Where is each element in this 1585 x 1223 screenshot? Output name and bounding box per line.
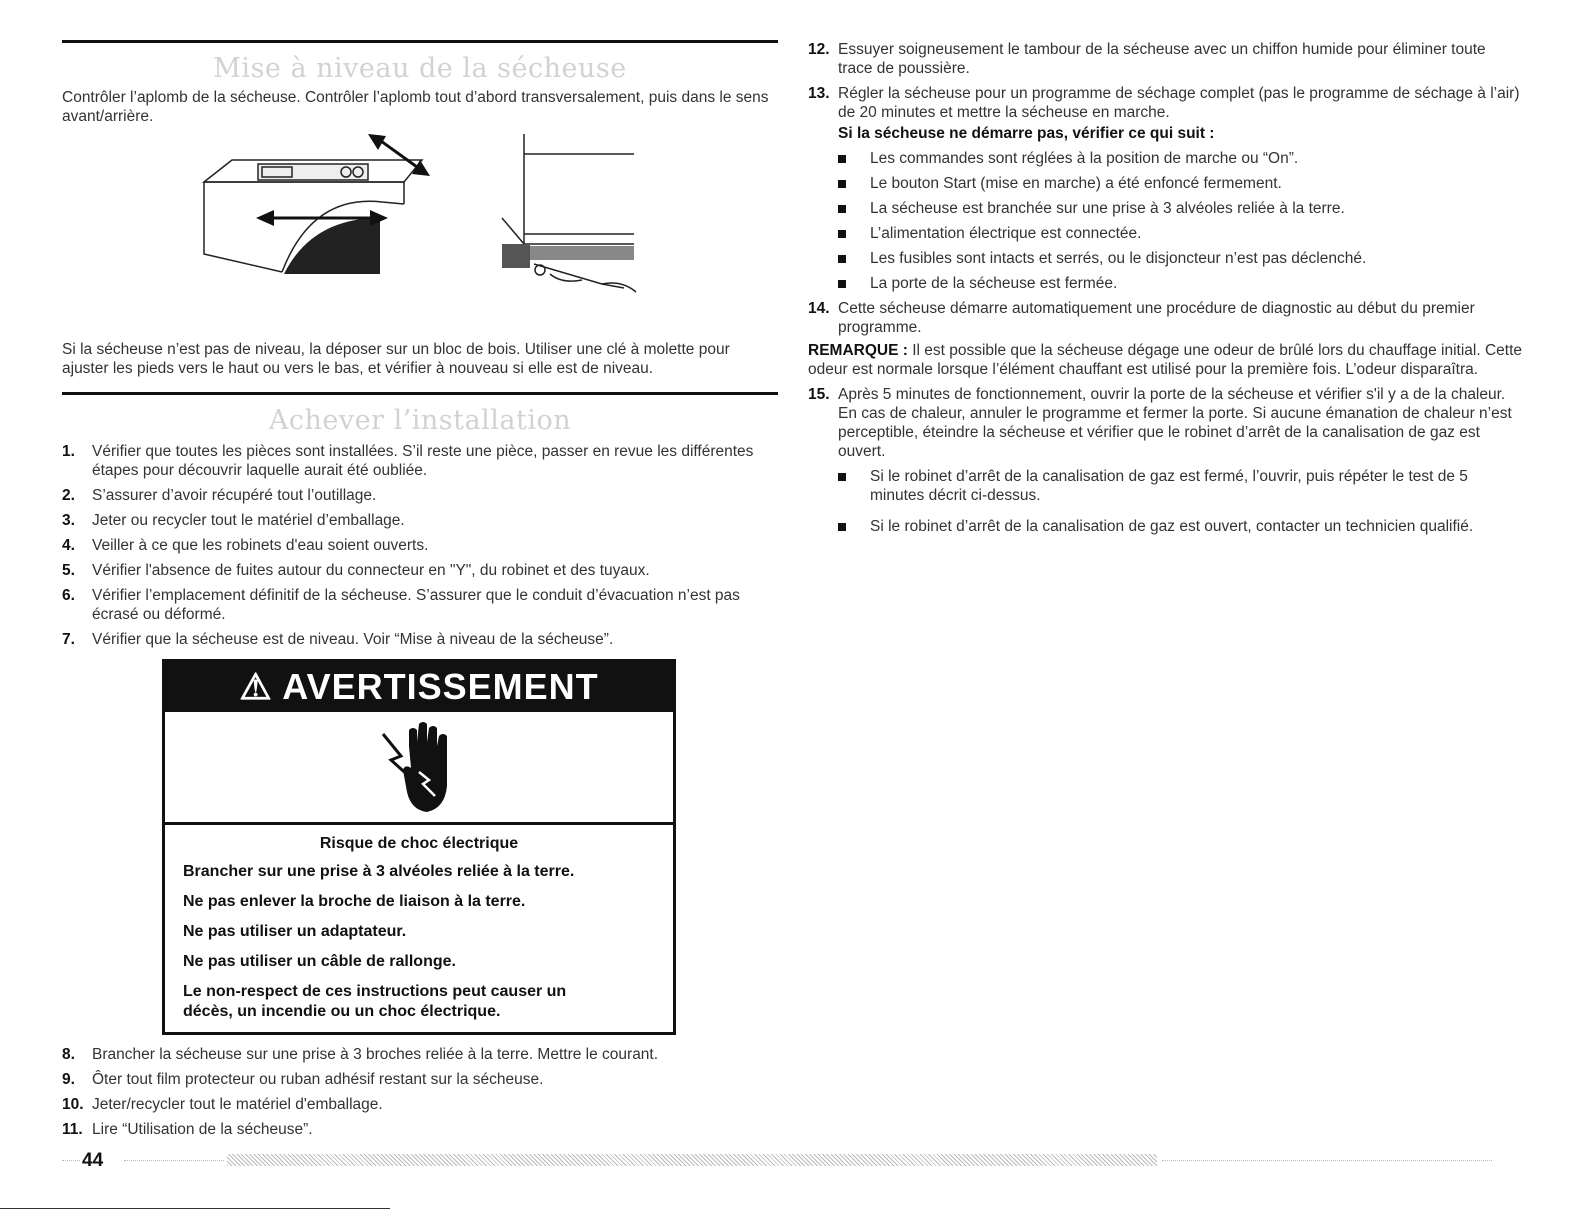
warning-line: Ne pas utiliser un câble de rallonge.: [183, 953, 456, 970]
section-title-leveling: Mise à niveau de la sécheuse: [213, 53, 627, 84]
list-item: 14. Cette sécheuse démarre automatiquement une procédure de diagnostic au début du premier programme.: [808, 300, 1475, 336]
bullet-square-icon: [838, 205, 846, 213]
leveling-intro: Contrôler l’aplomb de la sécheuse. Contrôler l’aplomb tout d’abord transversalement, puis dans le sens avant/arrière.: [62, 89, 769, 125]
warning-title: Risque de choc électrique: [319, 835, 519, 852]
section-rule: [62, 40, 778, 43]
warning-body: [165, 825, 673, 1032]
leveling-figures: [62, 134, 778, 326]
check-heading: Si la sécheuse ne démarre pas, vérifier ce qui suit :: [838, 125, 1215, 142]
list-item: 10. Jeter/recycler tout le matériel d'emballage.: [62, 1096, 383, 1113]
bullet-square-icon: [838, 280, 846, 288]
warning-line: Brancher sur une prise à 3 alvéoles reliée à la terre.: [183, 863, 575, 880]
list-item: 11. Lire “Utilisation de la sécheuse”.: [62, 1121, 313, 1138]
list-item: 1. Vérifier que toutes les pièces sont installées. S’il reste une pièce, passer en revue les différentes étapes pour découvrir laquelle aurait été oubliée.: [62, 443, 754, 479]
left-column: [62, 40, 778, 1145]
warning-line: Ne pas enlever la broche de liaison à la terre.: [183, 893, 526, 910]
section-rule: [62, 392, 778, 395]
list-item: 9. Ôter tout film protecteur ou ruban adhésif restant sur la sécheuse.: [62, 1071, 544, 1088]
list-item: La porte de la sécheuse est fermée.: [838, 274, 1524, 293]
footer-dotted-line: [62, 1160, 80, 1161]
warning-line: Ne pas utiliser un adaptateur.: [183, 923, 407, 940]
page-number: 44: [82, 1150, 104, 1171]
list-item: Si le robinet d’arrêt de la canalisation de gaz est ouvert, contacter un technicien qualifié.: [838, 517, 1524, 536]
footer-hatch-bar: [227, 1154, 1157, 1166]
bullet-square-icon: [838, 523, 846, 531]
right-column: [808, 40, 1524, 542]
finish-steps-list-continued: [62, 1045, 778, 1139]
finish-steps-list: [62, 442, 778, 649]
warning-box: [162, 659, 676, 1035]
remark-label: REMARQUE :: [808, 342, 908, 359]
list-item: 2. S’assurer d’avoir récupéré tout l’outillage.: [62, 487, 377, 504]
list-item: 15. Après 5 minutes de fonctionnement, ouvrir la porte de la sécheuse et vérifier s'il y a de la chaleur. En cas de chaleur, annuler le programme et fermer la porte. Si aucune émanation de chaleur n’est perceptible, éteindre la sécheuse et vérifier que le robinet d’arrêt de la canalisation de gaz est ouvert.: [808, 386, 1512, 460]
bullet-square-icon: [838, 155, 846, 163]
bottom-rule: [0, 1208, 390, 1209]
page-footer: [62, 1150, 1492, 1170]
list-item: 12. Essuyer soigneusement le tambour de la sécheuse avec un chiffon humide pour éliminer toute trace de poussière.: [808, 41, 1486, 77]
list-item: 4. Veiller à ce que les robinets d'eau soient ouverts.: [62, 537, 429, 554]
list-item: 6. Vérifier l’emplacement définitif de la sécheuse. S’assurer que le conduit d’évacuation n’est pas écrasé ou déformé.: [62, 587, 740, 623]
gas-check-list: [808, 467, 1524, 536]
dryer-level-illustration: [62, 134, 778, 326]
warning-triangle-icon: ⚠: [239, 666, 273, 707]
bullet-square-icon: [838, 180, 846, 188]
steps-list-right: [808, 40, 1524, 122]
warning-icon-area: [165, 712, 673, 825]
list-item: Les fusibles sont intacts et serrés, ou le disjoncteur n’est pas déclenché.: [838, 249, 1524, 268]
warning-header: [165, 662, 673, 712]
list-item: 13. Régler la sécheuse pour un programme de séchage complet (pas le programme de séchage à l’air) de 20 minutes et mettre la sécheuse en marche.: [808, 85, 1520, 121]
list-item: 3. Jeter ou recycler tout le matériel d’emballage.: [62, 512, 405, 529]
list-item: 7. Vérifier que la sécheuse est de niveau. Voir “Mise à niveau de la sécheuse”.: [62, 631, 614, 648]
remark-text: Il est possible que la sécheuse dégage une odeur de brûlé lors du chauffage initial. Cette odeur est normale lorsque l’élément chauffant est utilisé pour la première fois. L’odeur disparaîtra.: [808, 342, 1523, 378]
step-15: [808, 385, 1524, 461]
bullet-square-icon: [838, 230, 846, 238]
list-item: Le bouton Start (mise en marche) a été enfoncé fermement.: [838, 174, 1524, 193]
footer-dotted-line: [124, 1160, 224, 1161]
remark: [808, 341, 1524, 379]
list-item: 5. Vérifier l'absence de fuites autour du connecteur en "Y", du robinet et des tuyaux.: [62, 562, 650, 579]
bullet-square-icon: [838, 255, 846, 263]
section-title-finish: Achever l’installation: [268, 405, 572, 436]
step-14: [808, 299, 1524, 337]
warning-line: Le non-respect de ces instructions peut causer un décès, un incendie ou un choc électrique.: [183, 983, 567, 1020]
list-item: Les commandes sont réglées à la position de marche ou “On”.: [838, 149, 1524, 168]
footer-dotted-line: [1162, 1160, 1492, 1161]
electric-shock-hand-icon: [165, 712, 673, 822]
list-item: Si le robinet d’arrêt de la canalisation de gaz est fermé, l’ouvrir, puis répéter le test de 5 minutes décrit ci-dessus.: [838, 467, 1524, 505]
list-item: La sécheuse est branchée sur une prise à 3 alvéoles reliée à la terre.: [838, 199, 1524, 218]
leveling-after: Si la sécheuse n’est pas de niveau, la déposer sur un bloc de bois. Utiliser une clé à molette pour ajuster les pieds vers le haut ou vers le bas, et vérifier à nouveau si elle est de niveau.: [62, 341, 730, 377]
list-item: 8. Brancher la sécheuse sur une prise à 3 broches reliée à la terre. Mettre le courant.: [62, 1046, 659, 1063]
bullet-square-icon: [838, 473, 846, 481]
warning-header-label: AVERTISSEMENT: [282, 666, 599, 707]
list-item: L’alimentation électrique est connectée.: [838, 224, 1524, 243]
check-list: [808, 149, 1524, 293]
